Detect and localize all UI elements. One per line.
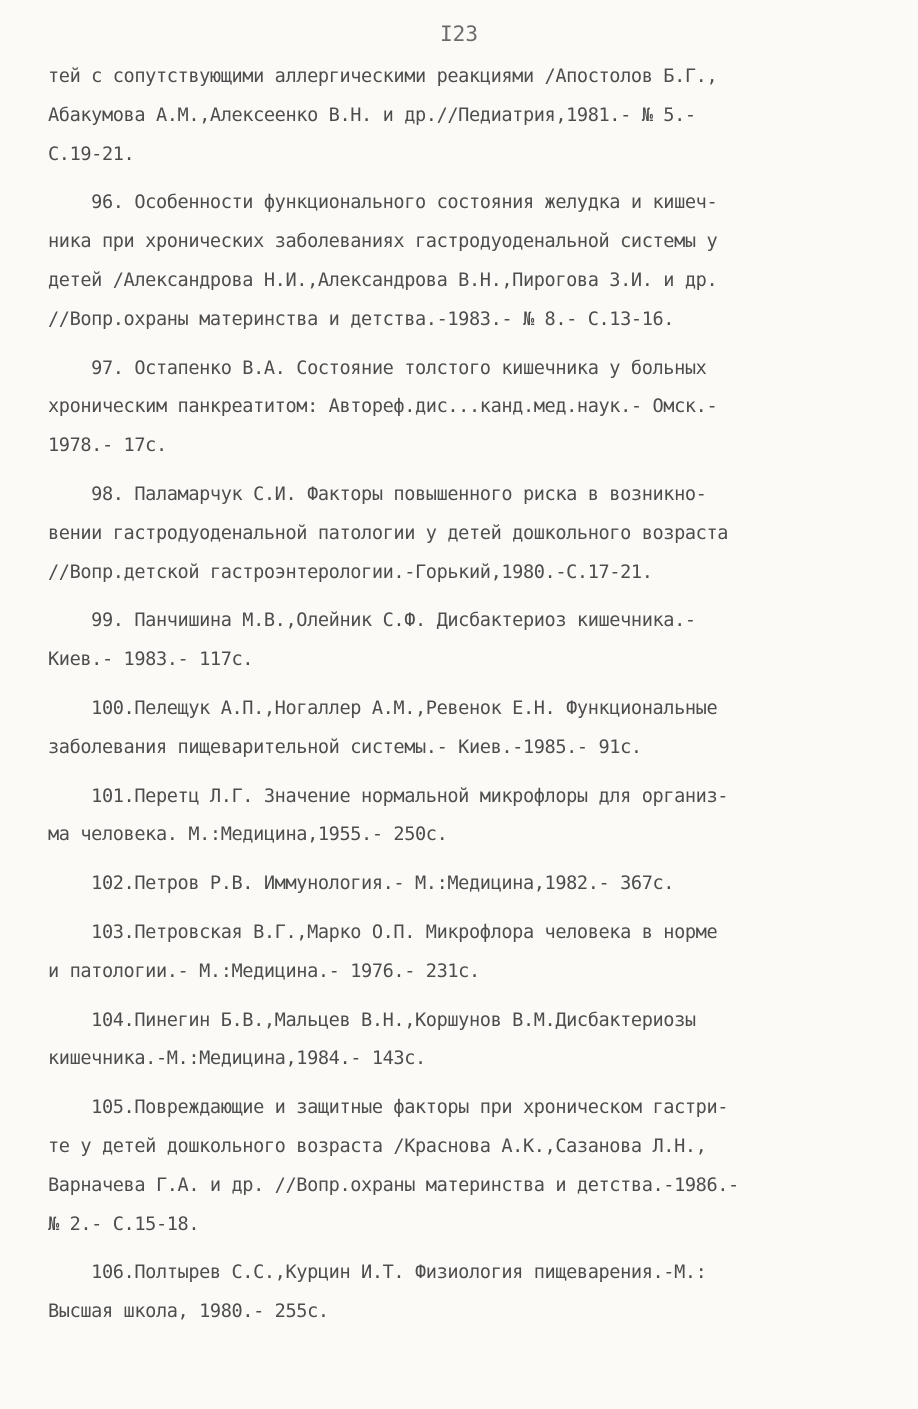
entry-line: ма человека. М.:Медицина,1955.- 250с.	[48, 824, 448, 846]
bibliography-entry	[48, 184, 870, 339]
entry-line: 101.Перетц Л.Г. Значение нормальной микрофлоры для организ-	[48, 785, 729, 807]
bibliography-entry	[48, 865, 870, 904]
bibliography-entry	[48, 58, 870, 174]
entry-line: тей с сопутствующими аллергическими реакциями /Апостолов Б.Г.,	[48, 66, 718, 87]
entry-line: 99. Панчишина М.В.,Олейник С.Ф. Дисбактериоз кишечника.-	[48, 610, 696, 632]
page-number: I23	[440, 22, 478, 46]
entry-line: детей /Александрова Н.И.,Александрова В.Н.,Пирогова З.И. и др.	[48, 269, 718, 291]
entry-line: 100.Пелещук А.П.,Ногаллер А.М.,Ревенок Е.Н. Функциональные	[48, 697, 718, 719]
entry-line: и патологии.- М.:Медицина.- 1976.- 231с.	[48, 960, 480, 982]
entry-line: кишечника.-М.:Медицина,1984.- 143с.	[48, 1048, 426, 1070]
entry-line: 102.Петров Р.В. Иммунология.- М.:Медицина,1982.- 367с.	[48, 873, 675, 895]
entry-line: заболевания пищеварительной системы.- Киев.-1985.- 91с.	[48, 736, 642, 758]
entry-line: 106.Полтырев С.С.,Курцин И.Т. Физиология пищеварения.-М.:	[48, 1262, 707, 1284]
bibliography-entry	[48, 602, 870, 680]
bibliography-entry	[48, 350, 870, 466]
bibliography-entry	[48, 1089, 870, 1244]
bibliography-entry	[48, 914, 870, 992]
entry-line: № 2.- С.15-18.	[48, 1213, 200, 1235]
entry-line: 1978.- 17с.	[48, 435, 167, 457]
entry-line: 103.Петровская В.Г.,Марко О.П. Микрофлора человека в норме	[48, 921, 718, 943]
entry-line: хроническим панкреатитом: Автореф.дис...канд.мед.наук.- Омск.-	[48, 396, 718, 418]
bibliography-entry	[48, 1254, 870, 1332]
entry-line: Киев.- 1983.- 117с.	[48, 649, 254, 671]
entry-line: те у детей дошкольного возраста /Краснова А.К.,Сазанова Л.Н.,	[48, 1135, 707, 1157]
entry-line: Абакумова А.М.,Алексеенко В.Н. и др.//Педиатрия,1981.- № 5.-	[48, 104, 696, 126]
entry-line: 97. Остапенко В.А. Состояние толстого кишечника у больных	[48, 357, 707, 379]
bibliography-entry	[48, 476, 870, 592]
entry-line: 104.Пинегин Б.В.,Мальцев В.Н.,Коршунов В.М.Дисбактериозы	[48, 1009, 696, 1031]
entry-line: вении гастродуоденальной патологии у детей дошкольного возраста	[48, 522, 729, 544]
bibliography-entry	[48, 1002, 870, 1080]
entry-line: 98. Паламарчук С.И. Факторы повышенного риска в возникно-	[48, 483, 707, 505]
bibliography-entry	[48, 690, 870, 768]
bibliography-entry	[48, 778, 870, 856]
entry-line: С.19-21.	[48, 143, 135, 165]
entry-line: Варначева Г.А. и др. //Вопр.охраны материнства и детства.-1986.-	[48, 1174, 739, 1196]
entry-line: ника при хронических заболеваниях гастродуоденальной системы у	[48, 231, 718, 253]
entry-line: 105.Повреждающие и защитные факторы при хроническом гастри-	[48, 1097, 729, 1119]
entry-line: //Вопр.детской гастроэнтерологии.-Горький,1980.-С.17-21.	[48, 561, 653, 583]
entry-line: Высшая школа, 1980.- 255с.	[48, 1301, 329, 1323]
bibliography-list	[48, 58, 870, 1342]
entry-line: 96. Особенности функционального состояния желудка и кишеч-	[48, 192, 718, 214]
entry-line: //Вопр.охраны материнства и детства.-1983.- № 8.- С.13-16.	[48, 308, 675, 330]
